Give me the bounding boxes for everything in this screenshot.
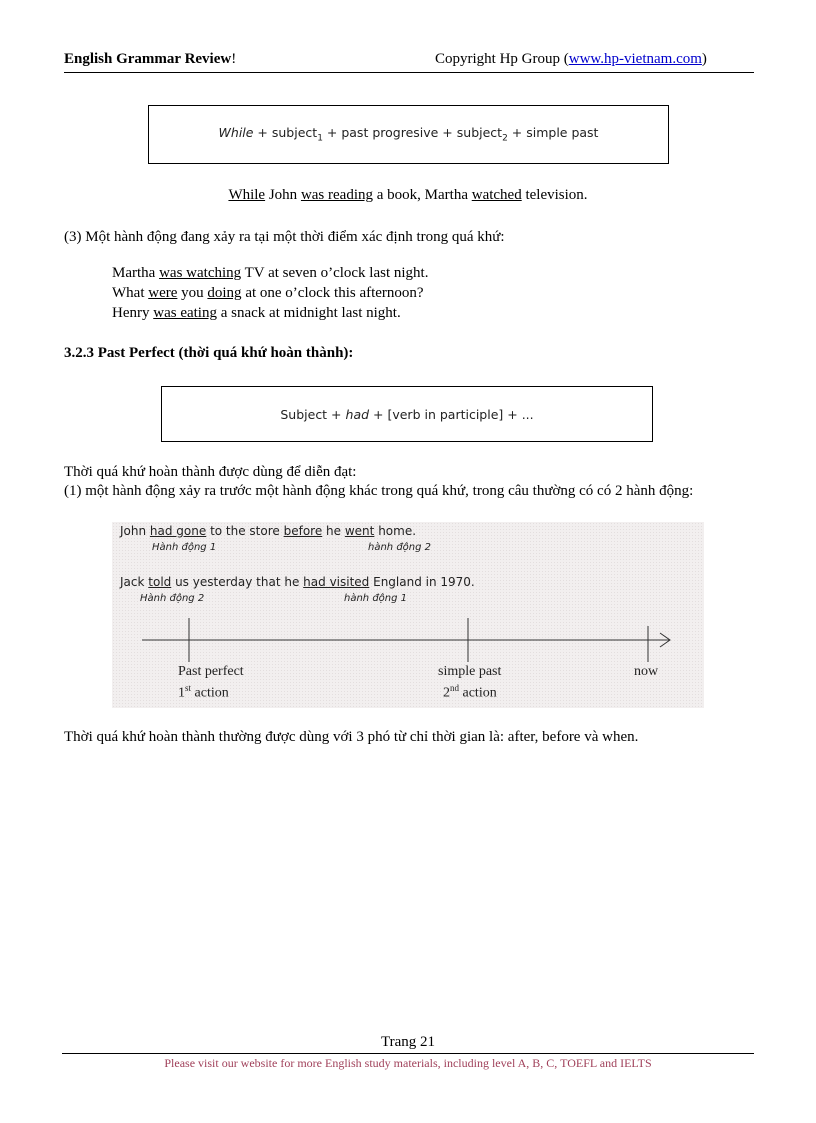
timeline-sentence-2: Jack told us yesterday that he had visited England in 1970.	[120, 575, 475, 589]
formula-box-past-perfect: Subject + had + [verb in participle] + ...	[161, 386, 653, 442]
label-second-action: 2nd action	[443, 683, 497, 701]
header-copyright: Copyright Hp Group (www.hp-vietnam.com)	[435, 51, 707, 67]
footer-note: Please visit our website for more English study materials, including level A, B, C, TOEFL and IELTS	[164, 1056, 652, 1070]
label-first-action: 1st action	[178, 683, 229, 701]
timeline-s1-note-1: Hành động 1	[152, 542, 217, 553]
timeline-figure	[112, 522, 704, 708]
website-link[interactable]: www.hp-vietnam.com	[568, 51, 702, 67]
past-perfect-intro: Thời quá khứ hoàn thành được dùng để diễn đạt:	[64, 464, 357, 480]
footer-rule	[62, 1053, 754, 1054]
formula-box-past-progressive: While + subject$_1$ + past progresive + subject$_2$ + simple past	[148, 105, 669, 164]
timeline-axis	[112, 522, 704, 708]
closing-paragraph: Thời quá khứ hoàn thành thường được dùng với 3 phó từ chỉ thời gian là: after, before và when.	[64, 729, 639, 745]
timeline-sentence-1: John had gone to the store before he went home.	[120, 524, 417, 538]
timeline-s2-note-1: Hành động 2	[140, 593, 205, 604]
timeline-s1-note-2: hành động 2	[368, 542, 432, 553]
example-while-sentence: While John was reading a book, Martha watched television.	[228, 187, 588, 203]
use3-example-2: What were you doing at one o’clock this afternoon?	[112, 285, 424, 301]
section-heading: 3.2.3 Past Perfect (thời quá khứ hoàn thành):	[64, 345, 354, 361]
label-now: now	[634, 664, 659, 679]
use3-example-1: Martha was watching TV at seven o’clock last night.	[112, 265, 429, 281]
page-number: Trang 21	[380, 1034, 436, 1050]
label-simple-past: simple past	[438, 664, 502, 679]
header-rule	[64, 72, 754, 73]
use3-title: (3) Một hành động đang xảy ra tại một thời điểm xác định trong quá khứ:	[64, 229, 505, 245]
use3-example-3: Henry was eating a snack at midnight last night.	[112, 305, 401, 321]
label-past-perfect: Past perfect	[178, 664, 244, 679]
past-perfect-use1: (1) một hành động xảy ra trước một hành động khác trong quá khứ, trong câu thường có có 2 hành động:	[64, 483, 694, 499]
timeline-s2-note-2: hành động 1	[344, 593, 408, 604]
header-title: English Grammar Review!	[64, 51, 237, 67]
